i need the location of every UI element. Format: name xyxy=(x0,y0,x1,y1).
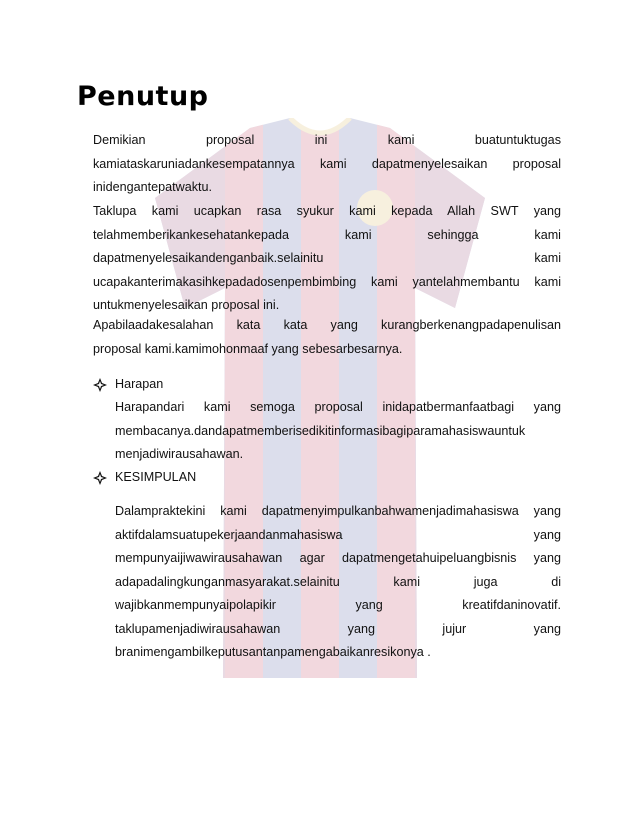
text-line: Taklupa kami ucapkan rasa syukur kami kepada Allah SWT yang xyxy=(93,204,561,218)
text-line: Dalampraktekini kami dapatmenyimpulkanbahwamenjadimahasiswa yang xyxy=(115,504,561,518)
text-line: wajibkanmempunyaipolapikir yang kreatifdaninovatif. xyxy=(115,598,561,612)
text-line: Apabilaadakesalahan kata kata yang kurangberkenangpadapenulisan xyxy=(93,318,561,332)
text-line: taklupamenjadiwirausahawan yang jujur yang xyxy=(115,621,561,636)
bullet-heading-harapan xyxy=(93,373,163,397)
text-line: dapatmenyelesaikandenganbaik.selainitu kami xyxy=(93,251,561,265)
paragraph-kesimpulan xyxy=(115,500,561,665)
text-line: untukmenyelesaikan proposal ini. xyxy=(93,298,280,312)
text-line: menjadiwirausahawan. xyxy=(115,447,244,461)
diamond-bullet-icon xyxy=(93,378,107,392)
paragraph-gratitude xyxy=(93,200,561,318)
text-line: mempunyaijiwawirausahawan agar dapatmengetahuipeluangbisnis yang xyxy=(115,551,561,565)
text-line: inidengantepatwaktu. xyxy=(93,180,213,194)
text-line: adapadalingkunganmasyarakat.selainitu kami juga di xyxy=(115,574,561,589)
text-line: ucapakanterimakasihkepadadosenpembimbing kami yantelahmembantu kami xyxy=(93,274,561,289)
diamond-bullet-icon xyxy=(93,471,107,485)
text-line: proposal kami.kamimohonmaaf yang sebesarbesarnya. xyxy=(93,341,403,356)
text-line: Harapandari kami semoga proposal inidapatbermanfaatbagi yang xyxy=(115,400,561,414)
bullet-heading-kesimpulan xyxy=(93,466,196,490)
text-line: telahmemberikankesehatankepada kami sehingga kami xyxy=(93,227,561,242)
text-line: aktifdalamsuatupekerjaandanmahasiswa yang xyxy=(115,527,561,542)
section-heading: Harapan xyxy=(115,377,164,391)
paragraph-apology xyxy=(93,314,561,361)
paragraph-harapan xyxy=(115,396,561,467)
text-line: Demikian proposal ini kami buatuntuktugas xyxy=(93,133,561,147)
text-line: kamiataskaruniadankesempatannya kami dapatmenyelesaikan proposal xyxy=(93,156,561,171)
text-line: branimengambilkeputusantanpamengabaikanresikonya . xyxy=(115,645,431,659)
section-heading: KESIMPULAN xyxy=(115,470,197,484)
paragraph-closing-intro xyxy=(93,129,561,200)
text-line: membacanya.dandapatmemberisedikitinformasibagiparamahasiswauntuk xyxy=(115,423,526,438)
page-title: Penutup xyxy=(77,81,209,112)
